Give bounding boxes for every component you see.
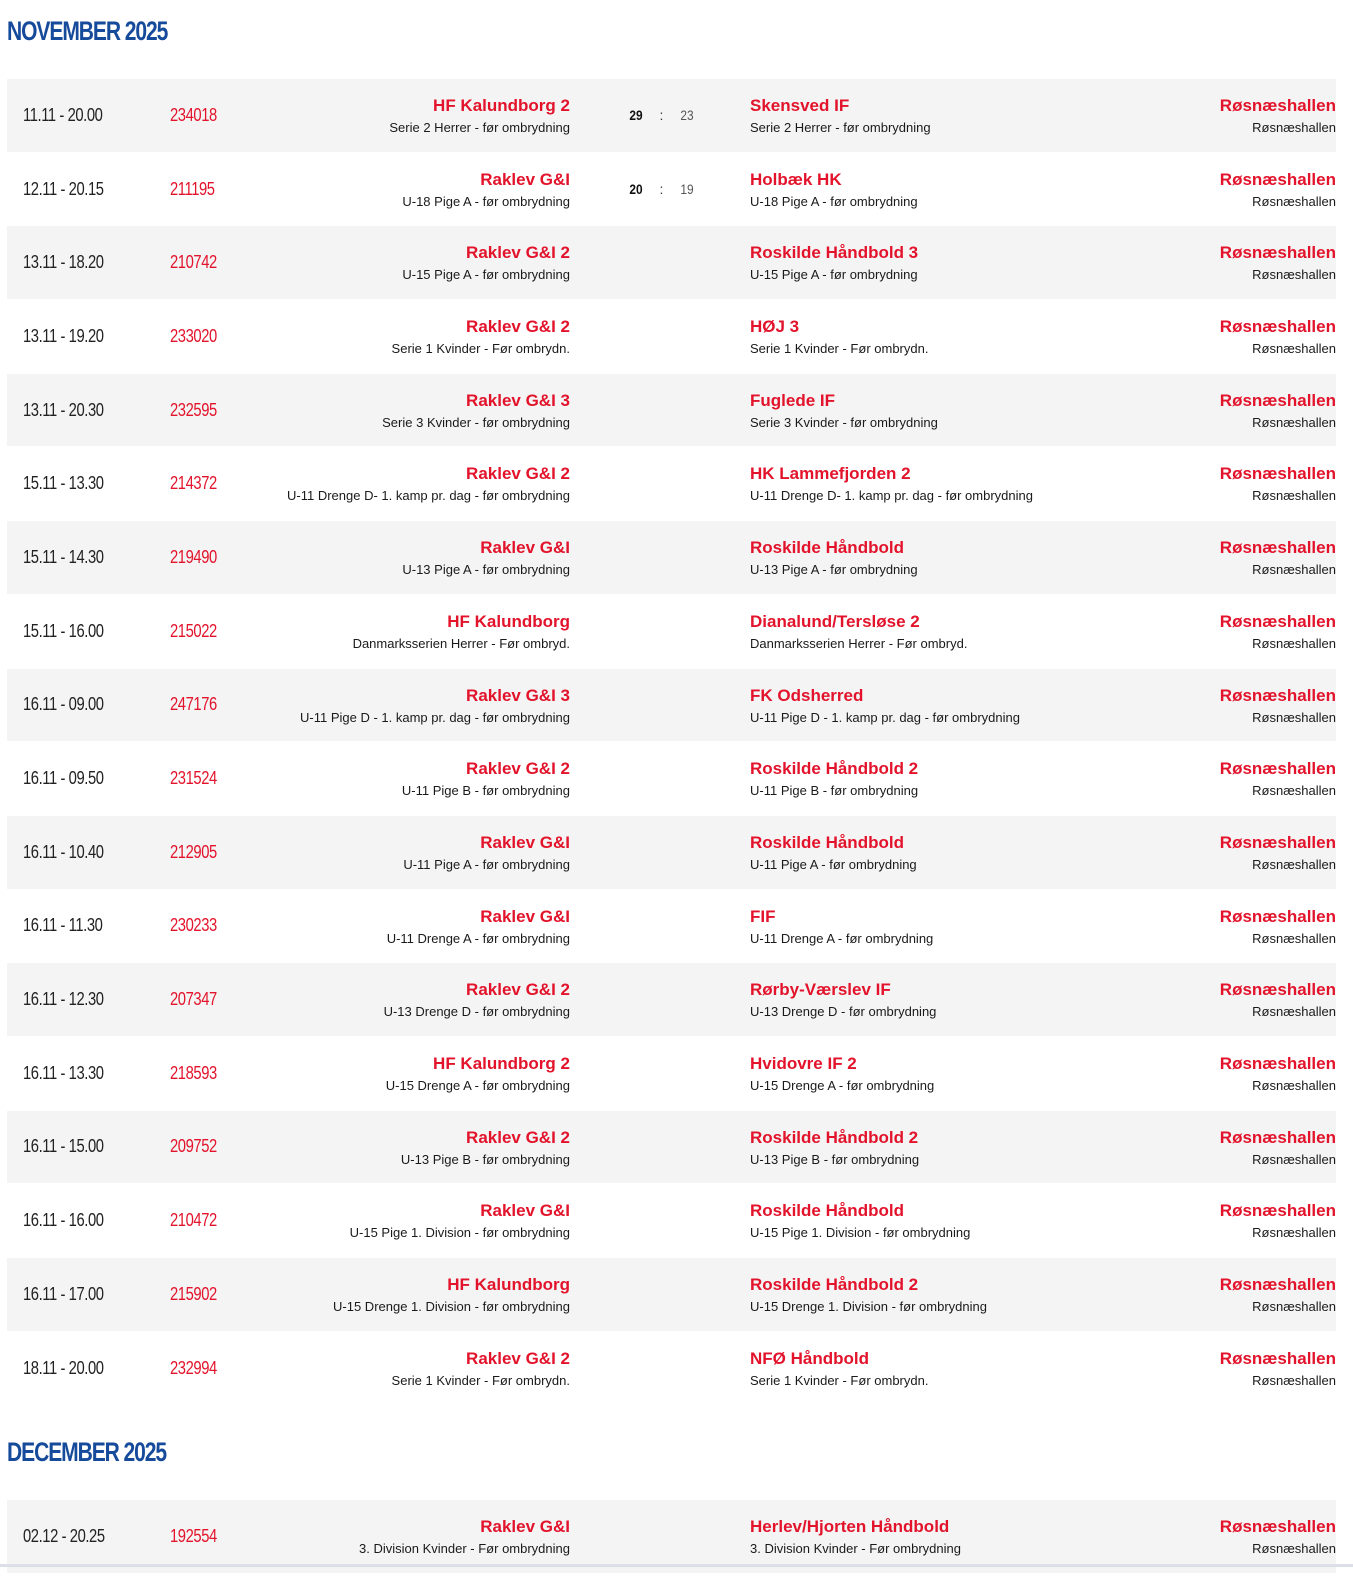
- venue-link[interactable]: Røsnæshallen: [1219, 96, 1336, 115]
- home-team-league: U-15 Drenge A - før ombrydning: [385, 1077, 570, 1093]
- away-team-league: U-11 Pige D - 1. kamp pr. dag - før ombrydning: [750, 709, 1020, 725]
- home-team-league: U-13 Pige A - før ombrydning: [402, 562, 570, 578]
- home-team-cell: [402, 243, 570, 283]
- match-score: [624, 447, 699, 520]
- home-team-link[interactable]: Raklev G&I 2: [466, 1127, 570, 1147]
- home-team-link[interactable]: Raklev G&I 3: [466, 685, 570, 705]
- match-row[interactable]: [7, 1037, 1336, 1111]
- venue-link[interactable]: Røsnæshallen: [1219, 243, 1336, 263]
- match-number-link[interactable]: 207347: [170, 989, 217, 1010]
- match-row[interactable]: [7, 79, 1336, 153]
- match-row[interactable]: [7, 816, 1336, 890]
- away-team-league: U-15 Drenge 1. Division - før ombrydning: [750, 1299, 987, 1314]
- match-datetime: 15.11 - 16.00: [23, 620, 104, 641]
- venue-cell: [1116, 170, 1336, 210]
- home-team-cell: [350, 1201, 570, 1241]
- month-heading-december: DECEMBER 2025: [7, 1437, 167, 1467]
- venue-subtitle: Røsnæshallen: [1252, 120, 1336, 135]
- match-row[interactable]: [7, 300, 1336, 374]
- venue-cell: [1116, 538, 1336, 578]
- match-datetime: 13.11 - 20.30: [23, 399, 104, 420]
- venue-cell: [1116, 833, 1336, 873]
- home-team-link[interactable]: Raklev G&I 2: [466, 317, 570, 337]
- venue-subtitle: Røsnæshallen: [1252, 635, 1336, 651]
- home-team-league: U-11 Drenge D- 1. kamp pr. dag - før ombrydning: [287, 488, 570, 504]
- match-datetime: 16.11 - 11.30: [23, 915, 103, 936]
- away-team-cell: [750, 96, 931, 136]
- home-team-league: U-15 Drenge 1. Division - før ombrydning: [333, 1299, 570, 1314]
- venue-cell: [1116, 907, 1336, 947]
- venue-cell: [1116, 96, 1336, 136]
- home-team-link[interactable]: HF Kalundborg 2: [433, 1053, 570, 1073]
- away-team-cell: [750, 243, 918, 283]
- home-team-league: U-18 Pige A - før ombrydning: [402, 193, 570, 209]
- venue-subtitle: Røsnæshallen: [1252, 1151, 1336, 1167]
- away-team-league: U-13 Pige A - før ombrydning: [750, 562, 918, 578]
- away-team-league: Danmarksserien Herrer - Før ombryd.: [750, 635, 968, 651]
- venue-link[interactable]: Røsnæshallen: [1219, 1053, 1336, 1073]
- venue-subtitle: Røsnæshallen: [1252, 414, 1336, 430]
- venue-subtitle: Røsnæshallen: [1252, 1299, 1336, 1314]
- venue-link[interactable]: Røsnæshallen: [1219, 464, 1336, 484]
- match-row[interactable]: [7, 890, 1336, 964]
- match-row[interactable]: [7, 1111, 1336, 1185]
- away-team-cell: [750, 170, 918, 210]
- venue-cell: [1116, 1201, 1336, 1241]
- away-team-cell: [750, 1054, 934, 1094]
- home-team-link[interactable]: Raklev G&I 3: [466, 390, 570, 410]
- home-team-cell: [392, 1349, 570, 1389]
- venue-cell: [1116, 464, 1336, 504]
- home-team-league: U-11 Drenge A - før ombrydning: [386, 930, 570, 946]
- match-row[interactable]: [7, 1184, 1336, 1258]
- away-team-league: U-11 Pige A - før ombrydning: [750, 856, 917, 872]
- away-team-league: Serie 1 Kvinder - Før ombrydn.: [750, 1372, 929, 1388]
- venue-subtitle: Røsnæshallen: [1252, 1541, 1336, 1556]
- away-team-cell: [750, 391, 938, 431]
- away-team-link[interactable]: HK Lammefjorden 2: [750, 464, 911, 484]
- match-row[interactable]: [7, 1500, 1336, 1574]
- match-row[interactable]: [7, 669, 1336, 743]
- match-number-link[interactable]: 215022: [170, 620, 217, 641]
- away-team-cell: [750, 1349, 928, 1389]
- away-team-cell: [750, 980, 936, 1020]
- venue-link[interactable]: Røsnæshallen: [1219, 611, 1336, 631]
- venue-cell: [1116, 612, 1336, 652]
- away-team-league: U-11 Drenge A - før ombrydning: [750, 930, 934, 946]
- match-row[interactable]: [7, 447, 1336, 521]
- home-team-link[interactable]: Raklev G&I 2: [466, 464, 570, 484]
- match-datetime: 13.11 - 19.20: [23, 325, 104, 346]
- away-team-league: U-18 Pige A - før ombrydning: [750, 193, 918, 209]
- away-team-league: U-11 Drenge D- 1. kamp pr. dag - før ombrydning: [750, 488, 1033, 504]
- match-score: [624, 1037, 699, 1110]
- home-team-cell: [389, 96, 570, 136]
- match-score: [624, 742, 699, 815]
- match-score: [624, 1332, 699, 1405]
- score-separator: :: [659, 107, 664, 124]
- match-row[interactable]: [7, 742, 1336, 816]
- away-team-link[interactable]: Hvidovre IF 2: [750, 1053, 857, 1073]
- home-team-cell: [402, 170, 570, 210]
- match-datetime: 15.11 - 14.30: [23, 546, 104, 567]
- home-team-cell: [384, 980, 570, 1020]
- venue-link[interactable]: Røsnæshallen: [1219, 1201, 1336, 1221]
- venue-subtitle: Røsnæshallen: [1252, 562, 1336, 578]
- match-row[interactable]: [7, 1332, 1336, 1406]
- venue-link[interactable]: Røsnæshallen: [1219, 1275, 1336, 1294]
- away-team-cell: [750, 907, 933, 947]
- match-score: [624, 1184, 699, 1257]
- match-datetime: 16.11 - 16.00: [23, 1210, 104, 1231]
- home-team-link[interactable]: HF Kalundborg: [447, 611, 570, 631]
- match-number-link[interactable]: 232595: [170, 399, 217, 420]
- match-datetime: 16.11 - 09.00: [23, 694, 104, 715]
- away-team-league: Serie 2 Herrer - før ombrydning: [750, 120, 931, 135]
- home-team-link[interactable]: Raklev G&I: [480, 906, 570, 926]
- match-number-link[interactable]: 212905: [170, 841, 217, 862]
- match-score: [624, 890, 699, 963]
- home-team-cell: [402, 538, 570, 578]
- away-team-cell: [750, 1128, 919, 1168]
- match-number-link[interactable]: 232994: [170, 1357, 217, 1378]
- score-away: 23: [680, 107, 694, 124]
- match-number-link[interactable]: 233020: [170, 325, 217, 346]
- score-away: 19: [680, 181, 694, 198]
- venue-link[interactable]: Røsnæshallen: [1219, 906, 1336, 926]
- home-team-link[interactable]: HF Kalundborg: [447, 1275, 570, 1294]
- match-row[interactable]: [7, 595, 1336, 669]
- venue-subtitle: Røsnæshallen: [1252, 1372, 1336, 1388]
- match-number-link[interactable]: 218593: [170, 1062, 217, 1083]
- home-team-link[interactable]: Raklev G&I 2: [466, 243, 570, 263]
- away-team-cell: [750, 1517, 961, 1557]
- venue-cell: [1116, 1054, 1336, 1094]
- venue-subtitle: Røsnæshallen: [1252, 930, 1336, 946]
- match-number-link[interactable]: 247176: [170, 694, 217, 715]
- match-score: [624, 374, 699, 447]
- home-team-cell: [287, 464, 570, 504]
- home-team-cell: [300, 686, 570, 726]
- away-team-league: U-11 Pige B - før ombrydning: [750, 783, 919, 799]
- away-team-link[interactable]: Skensved IF: [750, 96, 850, 115]
- away-team-link[interactable]: Roskilde Håndbold: [750, 1201, 904, 1221]
- home-team-link[interactable]: Raklev G&I: [480, 169, 570, 189]
- venue-link[interactable]: Røsnæshallen: [1219, 1127, 1336, 1147]
- match-number-link[interactable]: 209752: [170, 1136, 217, 1157]
- match-score: [624, 153, 699, 226]
- home-team-league: Serie 2 Herrer - før ombrydning: [389, 120, 570, 135]
- home-team-cell: [386, 1054, 570, 1094]
- venue-link[interactable]: Røsnæshallen: [1219, 759, 1336, 779]
- match-datetime: 02.12 - 20.25: [23, 1525, 105, 1546]
- away-team-link[interactable]: HØJ 3: [750, 317, 800, 337]
- match-score: [624, 226, 699, 299]
- away-team-cell: [750, 759, 918, 799]
- away-team-link[interactable]: Fuglede IF: [750, 390, 835, 410]
- page-bottom-divider: [0, 1564, 1353, 1567]
- venue-cell: [1116, 317, 1336, 357]
- match-score: [624, 1258, 699, 1331]
- venue-subtitle: Røsnæshallen: [1252, 783, 1336, 799]
- match-score: [624, 816, 699, 889]
- venue-cell: [1116, 980, 1336, 1020]
- venue-subtitle: Røsnæshallen: [1252, 488, 1336, 504]
- away-team-link[interactable]: Roskilde Håndbold 3: [750, 243, 919, 263]
- away-team-league: Serie 3 Kvinder - før ombrydning: [750, 414, 938, 430]
- home-team-link[interactable]: Raklev G&I: [480, 1201, 570, 1221]
- match-number-link[interactable]: 219490: [170, 546, 217, 567]
- match-list-december: [7, 1500, 1336, 1574]
- match-row[interactable]: [7, 226, 1336, 300]
- away-team-link[interactable]: NFØ Håndbold: [750, 1348, 869, 1368]
- match-score: [624, 79, 699, 152]
- home-team-link[interactable]: Raklev G&I: [480, 832, 570, 852]
- match-score: [624, 669, 699, 742]
- venue-link[interactable]: Røsnæshallen: [1219, 538, 1336, 558]
- home-team-league: U-13 Pige B - før ombrydning: [400, 1151, 570, 1167]
- home-team-league: U-11 Pige B - før ombrydning: [401, 783, 570, 799]
- away-team-league: Serie 1 Kvinder - Før ombrydn.: [750, 341, 929, 357]
- match-row[interactable]: [7, 521, 1336, 595]
- venue-subtitle: Røsnæshallen: [1252, 193, 1336, 209]
- match-datetime: 16.11 - 17.00: [23, 1283, 104, 1304]
- home-team-cell: [359, 1517, 570, 1557]
- away-team-link[interactable]: Roskilde Håndbold 2: [750, 759, 919, 779]
- away-team-link[interactable]: Herlev/Hjorten Håndbold: [750, 1517, 950, 1536]
- venue-link[interactable]: Røsnæshallen: [1219, 1348, 1336, 1368]
- home-team-league: U-11 Pige A - før ombrydning: [403, 856, 570, 872]
- home-team-league: U-13 Drenge D - før ombrydning: [383, 1004, 570, 1020]
- match-score: [624, 595, 699, 668]
- match-score: [624, 300, 699, 373]
- home-team-league: U-15 Pige 1. Division - før ombrydning: [349, 1225, 570, 1241]
- match-row[interactable]: [7, 963, 1336, 1037]
- venue-cell: [1116, 1517, 1336, 1557]
- home-team-league: Serie 1 Kvinder - Før ombrydn.: [391, 341, 570, 357]
- venue-link[interactable]: Røsnæshallen: [1219, 980, 1336, 1000]
- away-team-cell: [750, 538, 918, 578]
- home-team-cell: [333, 1275, 570, 1315]
- home-team-link[interactable]: HF Kalundborg 2: [433, 96, 570, 115]
- home-team-cell: [382, 391, 570, 431]
- home-team-cell: [387, 907, 570, 947]
- away-team-league: 3. Division Kvinder - Før ombrydning: [750, 1541, 961, 1556]
- score-separator: :: [659, 181, 664, 198]
- match-number-link[interactable]: 192554: [170, 1525, 217, 1546]
- away-team-cell: [750, 612, 967, 652]
- home-team-league: U-15 Pige A - før ombrydning: [402, 267, 570, 283]
- venue-link[interactable]: Røsnæshallen: [1219, 169, 1336, 189]
- away-team-link[interactable]: Roskilde Håndbold 2: [750, 1275, 919, 1294]
- score-home: 29: [629, 107, 643, 124]
- venue-cell: [1116, 1128, 1336, 1168]
- venue-subtitle: Røsnæshallen: [1252, 1225, 1336, 1241]
- match-datetime: 16.11 - 09.50: [23, 768, 104, 789]
- away-team-link[interactable]: Roskilde Håndbold: [750, 832, 904, 852]
- home-team-cell: [402, 759, 570, 799]
- away-team-league: U-13 Drenge D - før ombrydning: [750, 1004, 937, 1020]
- home-team-league: 3. Division Kvinder - Før ombrydning: [359, 1541, 570, 1556]
- home-team-league: Serie 3 Kvinder - før ombrydning: [382, 414, 570, 430]
- away-team-cell: [750, 464, 1033, 504]
- match-number-link[interactable]: 234018: [170, 104, 217, 125]
- away-team-cell: [750, 1275, 987, 1315]
- venue-subtitle: Røsnæshallen: [1252, 1004, 1336, 1020]
- venue-cell: [1116, 686, 1336, 726]
- match-score: [624, 521, 699, 594]
- home-team-league: Serie 1 Kvinder - Før ombrydn.: [391, 1372, 570, 1388]
- venue-cell: [1116, 1275, 1336, 1315]
- home-team-league: U-11 Pige D - 1. kamp pr. dag - før ombrydning: [300, 709, 570, 725]
- away-team-link[interactable]: Rørby-Værslev IF: [750, 980, 891, 1000]
- match-number-link[interactable]: 211195: [170, 178, 215, 199]
- venue-cell: [1116, 391, 1336, 431]
- match-row[interactable]: [7, 153, 1336, 227]
- venue-subtitle: Røsnæshallen: [1252, 856, 1336, 872]
- away-team-cell: [750, 833, 917, 873]
- month-heading-november: NOVEMBER 2025: [7, 16, 168, 46]
- home-team-link[interactable]: Raklev G&I 2: [466, 759, 570, 779]
- home-team-link[interactable]: Raklev G&I 2: [466, 980, 570, 1000]
- venue-link[interactable]: Røsnæshallen: [1219, 1517, 1336, 1536]
- venue-link[interactable]: Røsnæshallen: [1219, 832, 1336, 852]
- venue-cell: [1116, 1349, 1336, 1389]
- match-datetime: 16.11 - 13.30: [23, 1062, 104, 1083]
- match-datetime: 16.11 - 12.30: [23, 989, 104, 1010]
- match-number-link[interactable]: 215902: [170, 1283, 217, 1304]
- match-datetime: 15.11 - 13.30: [23, 473, 104, 494]
- away-team-link[interactable]: FK Odsherred: [750, 685, 864, 705]
- venue-link[interactable]: Røsnæshallen: [1219, 685, 1336, 705]
- away-team-league: U-15 Drenge A - før ombrydning: [750, 1077, 935, 1093]
- home-team-cell: [353, 612, 570, 652]
- away-team-link[interactable]: Dianalund/Tersløse 2: [750, 611, 920, 631]
- venue-cell: [1116, 243, 1336, 283]
- away-team-link[interactable]: Roskilde Håndbold: [750, 538, 904, 558]
- home-team-link[interactable]: Raklev G&I: [480, 538, 570, 558]
- match-number-link[interactable]: 230233: [170, 915, 217, 936]
- match-datetime: 13.11 - 18.20: [23, 252, 104, 273]
- venue-link[interactable]: Røsnæshallen: [1219, 317, 1336, 337]
- home-team-cell: [401, 1128, 570, 1168]
- venue-subtitle: Røsnæshallen: [1252, 267, 1336, 283]
- venue-subtitle: Røsnæshallen: [1252, 1077, 1336, 1093]
- match-number-link[interactable]: 210472: [170, 1210, 217, 1231]
- match-list-november: [7, 79, 1336, 1405]
- away-team-link[interactable]: Holbæk HK: [750, 169, 842, 189]
- away-team-league: U-15 Pige 1. Division - før ombrydning: [750, 1225, 971, 1241]
- home-team-cell: [392, 317, 570, 357]
- away-team-league: U-15 Pige A - før ombrydning: [750, 267, 918, 283]
- match-datetime: 16.11 - 10.40: [23, 841, 104, 862]
- away-team-link[interactable]: Roskilde Håndbold 2: [750, 1127, 919, 1147]
- match-datetime: 12.11 - 20.15: [23, 178, 104, 199]
- match-row[interactable]: [7, 374, 1336, 448]
- match-datetime: 18.11 - 20.00: [23, 1357, 104, 1378]
- match-row[interactable]: [7, 1258, 1336, 1332]
- venue-subtitle: Røsnæshallen: [1252, 709, 1336, 725]
- venue-subtitle: Røsnæshallen: [1252, 341, 1336, 357]
- home-team-link[interactable]: Raklev G&I: [480, 1517, 570, 1536]
- match-number-link[interactable]: 214372: [170, 473, 217, 494]
- match-score: [624, 1111, 699, 1184]
- away-team-league: U-13 Pige B - før ombrydning: [750, 1151, 920, 1167]
- venue-link[interactable]: Røsnæshallen: [1219, 390, 1336, 410]
- home-team-link[interactable]: Raklev G&I 2: [466, 1348, 570, 1368]
- venue-cell: [1116, 759, 1336, 799]
- match-number-link[interactable]: 210742: [170, 252, 217, 273]
- away-team-link[interactable]: FIF: [750, 906, 776, 926]
- match-number-link[interactable]: 231524: [170, 768, 217, 789]
- away-team-cell: [750, 686, 1020, 726]
- score-home: 20: [629, 181, 643, 198]
- away-team-cell: [750, 1201, 970, 1241]
- match-score: [624, 1500, 699, 1573]
- match-datetime: 16.11 - 15.00: [23, 1136, 104, 1157]
- home-team-league: Danmarksserien Herrer - Før ombryd.: [352, 635, 570, 651]
- home-team-cell: [403, 833, 570, 873]
- match-datetime: 11.11 - 20.00: [23, 104, 103, 125]
- match-score: [624, 963, 699, 1036]
- away-team-cell: [750, 317, 928, 357]
